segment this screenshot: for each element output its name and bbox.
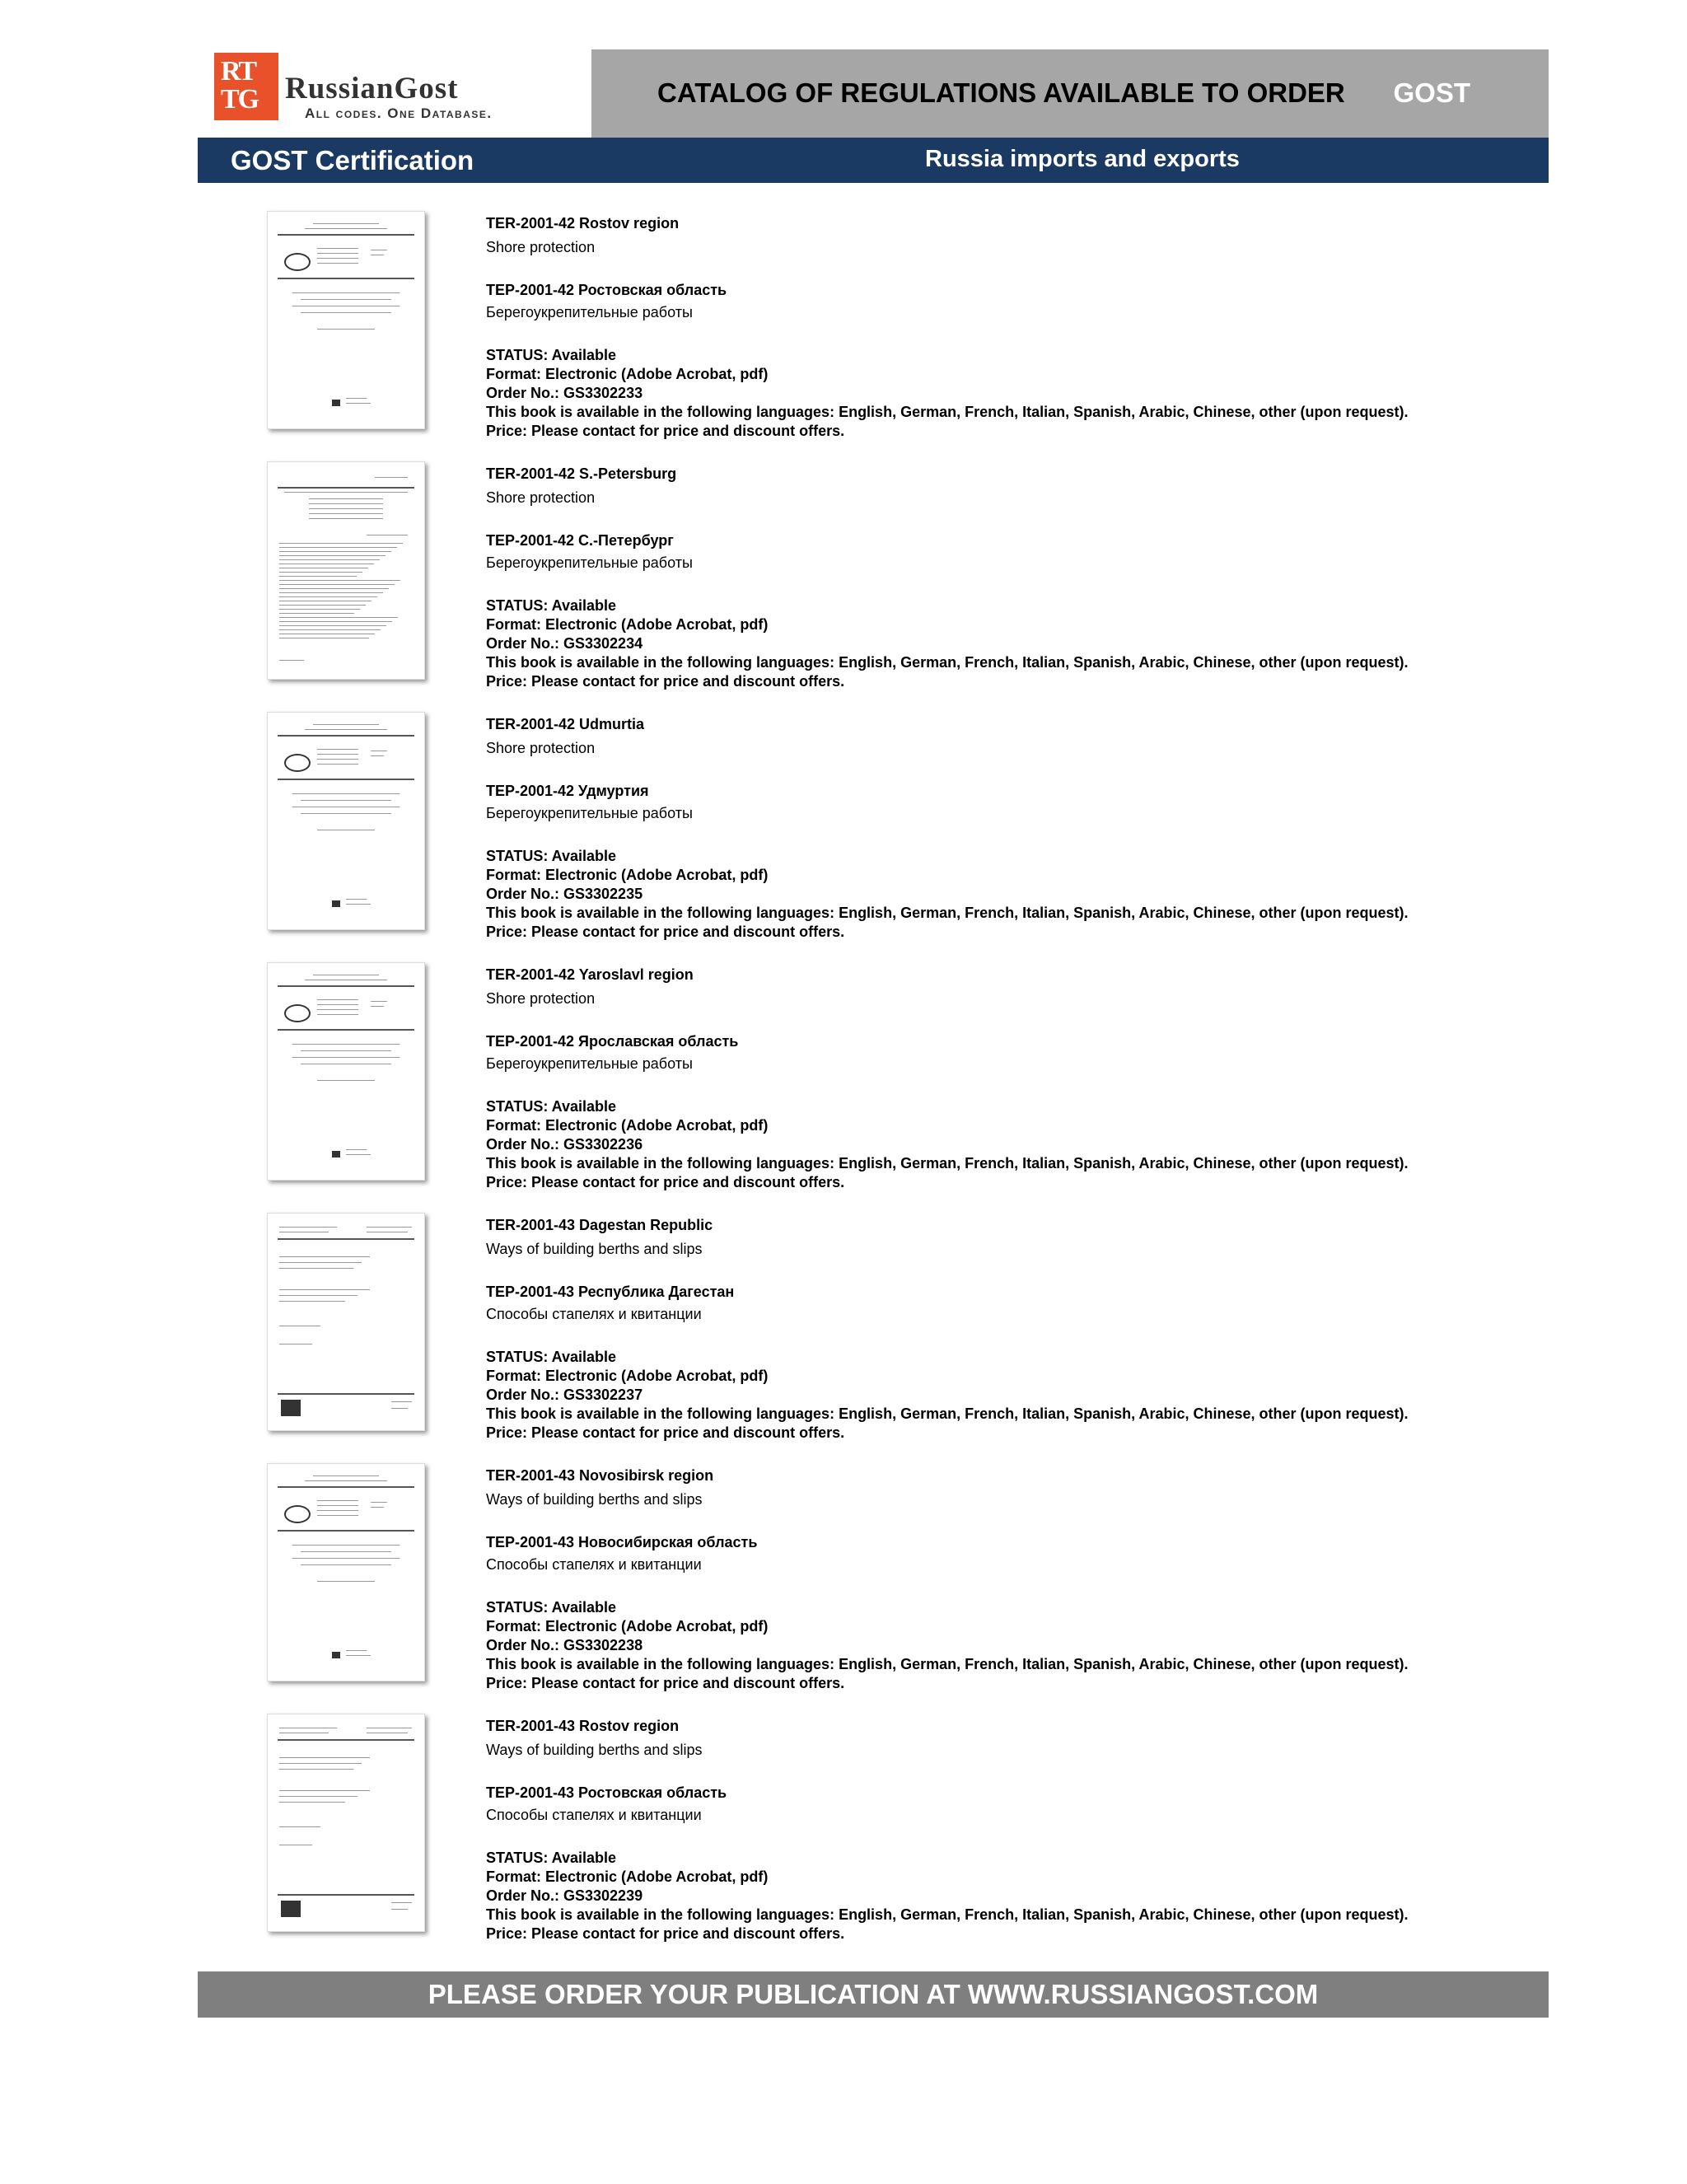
item-order-number: Order No.: GS3302239: [486, 1887, 643, 1904]
item-order-number: Order No.: GS3302237: [486, 1387, 643, 1403]
document-cover-thumbnail[interactable]: [267, 461, 425, 680]
gost-emblem-icon: [284, 253, 311, 271]
catalog-item: [0, 956, 1687, 1206]
gost-emblem-icon: [284, 1505, 311, 1523]
item-title-en[interactable]: TER-2001-42 Yaroslavl region: [486, 966, 694, 983]
item-title-en[interactable]: TER-2001-43 Novosibirsk region: [486, 1467, 714, 1484]
item-title-en[interactable]: TER-2001-43 Dagestan Republic: [486, 1217, 713, 1233]
item-price: Price: Please contact for price and discount offers.: [486, 924, 845, 940]
item-title-ru: ТЕР-2001-42 Удмуртия: [486, 783, 649, 799]
item-status: STATUS: Available: [486, 1098, 617, 1115]
catalog-item: [0, 204, 1687, 455]
item-title-en[interactable]: TER-2001-42 Udmurtia: [486, 716, 645, 732]
item-subtitle-ru: Способы стапелях и квитанции: [486, 1306, 702, 1322]
item-subtitle-ru: Берегоукрепительные работы: [486, 554, 693, 571]
logo[interactable]: [198, 49, 591, 138]
item-format: Format: Electronic (Adobe Acrobat, pdf): [486, 1868, 769, 1885]
item-price: Price: Please contact for price and discount offers.: [486, 423, 845, 439]
item-title-en[interactable]: TER-2001-43 Rostov region: [486, 1718, 680, 1734]
item-subtitle-ru: Берегоукрепительные работы: [486, 805, 693, 821]
publisher-logo-icon: [281, 1901, 301, 1917]
item-title-ru: ТЕР-2001-42 Ярославская область: [486, 1033, 739, 1050]
catalog-banner: [591, 49, 1549, 138]
document-cover-thumbnail[interactable]: [267, 962, 425, 1181]
catalog-item: [0, 1707, 1687, 1957]
item-title-ru: ТЕР-2001-42 Ростовская область: [486, 282, 727, 298]
item-price: Price: Please contact for price and discount offers.: [486, 1424, 845, 1441]
logo-mark: [214, 53, 278, 120]
item-title-ru: ТЕР-2001-43 Республика Дагестан: [486, 1284, 735, 1300]
item-status: STATUS: Available: [486, 597, 617, 614]
section-bar: [198, 138, 1549, 183]
item-order-number: Order No.: GS3302234: [486, 635, 643, 652]
publisher-logo-icon: [281, 1400, 301, 1416]
item-format: Format: Electronic (Adobe Acrobat, pdf): [486, 1368, 769, 1384]
item-subtitle-en: Ways of building berths and slips: [486, 1491, 703, 1508]
item-format: Format: Electronic (Adobe Acrobat, pdf): [486, 616, 769, 633]
item-title-ru: ТЕР-2001-42 С.-Петербург: [486, 532, 674, 549]
item-languages: This book is available in the following languages: English, German, French, Italian, Spanish, Arabic, Chinese, other (upon request).: [486, 1906, 1409, 1923]
catalog-item: [0, 1206, 1687, 1457]
item-languages: This book is available in the following languages: English, German, French, Italian, Spanish, Arabic, Chinese, other (upon request).: [486, 1405, 1409, 1422]
document-cover-thumbnail[interactable]: [267, 211, 425, 429]
catalog-item: [0, 705, 1687, 956]
item-price: Price: Please contact for price and discount offers.: [486, 673, 845, 690]
item-status: STATUS: Available: [486, 1349, 617, 1365]
gost-emblem-icon: [284, 1004, 311, 1022]
item-order-number: Order No.: GS3302236: [486, 1136, 643, 1153]
item-languages: This book is available in the following languages: English, German, French, Italian, Spanish, Arabic, Chinese, other (upon request).: [486, 1656, 1409, 1672]
item-price: Price: Please contact for price and discount offers.: [486, 1174, 845, 1190]
item-order-number: Order No.: GS3302235: [486, 886, 643, 902]
item-format: Format: Electronic (Adobe Acrobat, pdf): [486, 1117, 769, 1134]
item-status: STATUS: Available: [486, 848, 617, 864]
catalog-item: [0, 1457, 1687, 1707]
item-title-ru: ТЕР-2001-43 Новосибирская область: [486, 1534, 758, 1550]
item-status: STATUS: Available: [486, 1850, 617, 1866]
logo-name: RussianGost: [285, 72, 459, 105]
document-cover-thumbnail[interactable]: [267, 1463, 425, 1681]
page-header: [198, 49, 1549, 138]
document-cover-thumbnail[interactable]: [267, 712, 425, 930]
section-bar-center: Russia imports and exports: [925, 146, 1240, 172]
item-status: STATUS: Available: [486, 347, 617, 363]
catalog-item: [0, 455, 1687, 705]
item-subtitle-en: Ways of building berths and slips: [486, 1742, 703, 1758]
logo-letters-bottom: TG: [221, 84, 259, 115]
item-subtitle-ru: Способы стапелях и квитанции: [486, 1807, 702, 1823]
item-title-en[interactable]: TER-2001-42 S.-Petersburg: [486, 465, 677, 482]
item-subtitle-ru: Берегоукрепительные работы: [486, 1055, 693, 1072]
item-price: Price: Please contact for price and discount offers.: [486, 1675, 845, 1691]
item-subtitle-en: Shore protection: [486, 740, 596, 756]
item-format: Format: Electronic (Adobe Acrobat, pdf): [486, 867, 769, 883]
item-subtitle-en: Shore protection: [486, 990, 596, 1007]
item-languages: This book is available in the following languages: English, German, French, Italian, Spanish, Arabic, Chinese, other (upon request).: [486, 404, 1409, 420]
item-languages: This book is available in the following languages: English, German, French, Italian, Spanish, Arabic, Chinese, other (upon request).: [486, 1155, 1409, 1172]
item-price: Price: Please contact for price and discount offers.: [486, 1925, 845, 1942]
logo-letters-top: RT: [221, 56, 256, 87]
order-footer[interactable]: PLEASE ORDER YOUR PUBLICATION AT WWW.RUSSIANGOST.COM: [198, 1971, 1549, 2018]
catalog-title: CATALOG OF REGULATIONS AVAILABLE TO ORDER: [657, 77, 1345, 108]
item-order-number: Order No.: GS3302238: [486, 1637, 643, 1653]
item-subtitle-en: Shore protection: [486, 239, 596, 255]
item-subtitle-ru: Берегоукрепительные работы: [486, 304, 693, 320]
item-subtitle-ru: Способы стапелях и квитанции: [486, 1556, 702, 1573]
document-cover-thumbnail[interactable]: [267, 1714, 425, 1932]
item-title-en[interactable]: TER-2001-42 Rostov region: [486, 215, 680, 231]
document-cover-thumbnail[interactable]: [267, 1213, 425, 1431]
item-format: Format: Electronic (Adobe Acrobat, pdf): [486, 366, 769, 382]
gost-emblem-icon: [284, 754, 311, 772]
item-format: Format: Electronic (Adobe Acrobat, pdf): [486, 1618, 769, 1634]
logo-tagline: All codes. One Database.: [305, 105, 493, 121]
item-languages: This book is available in the following languages: English, German, French, Italian, Spanish, Arabic, Chinese, other (upon request).: [486, 905, 1409, 921]
section-bar-left: GOST Certification: [231, 145, 474, 175]
item-subtitle-en: Shore protection: [486, 489, 596, 506]
item-title-ru: ТЕР-2001-43 Ростовская область: [486, 1784, 727, 1801]
item-order-number: Order No.: GS3302233: [486, 385, 643, 401]
item-status: STATUS: Available: [486, 1599, 617, 1616]
item-subtitle-en: Ways of building berths and slips: [486, 1241, 703, 1257]
item-languages: This book is available in the following languages: English, German, French, Italian, Spanish, Arabic, Chinese, other (upon request).: [486, 654, 1409, 671]
gost-tag: GOST: [1393, 77, 1470, 108]
